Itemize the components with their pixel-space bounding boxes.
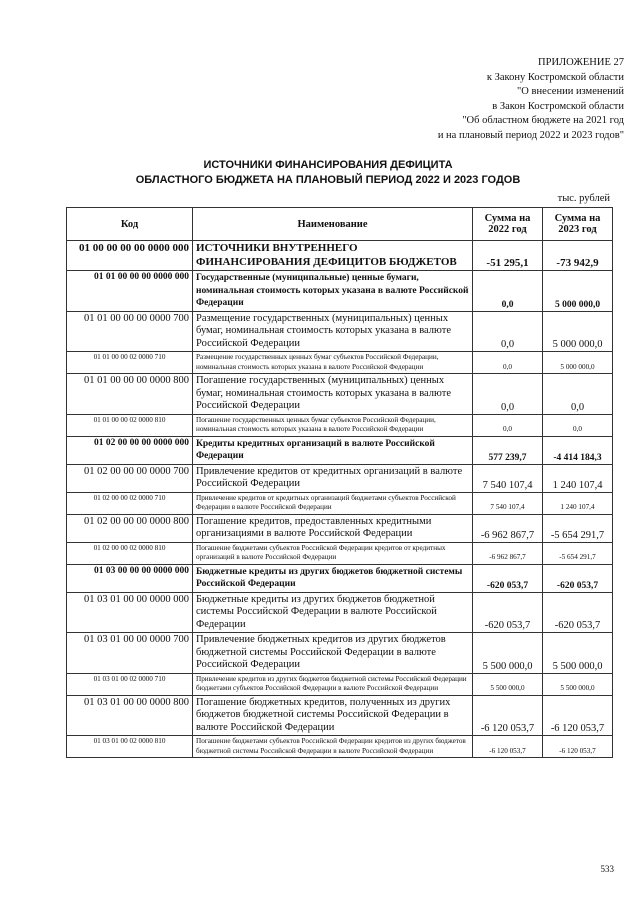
row-name: Погашение кредитов, предоставленных кредитными организациями в валюте Российской Федерации <box>193 514 473 542</box>
row-sum-2023: 5 000 000,0 <box>543 352 613 374</box>
row-code: 01 03 00 00 00 0000 000 <box>67 564 193 592</box>
row-sum-2022: -620 053,7 <box>473 564 543 592</box>
row-sum-2022: 0,0 <box>473 374 543 415</box>
row-code: 01 03 01 00 02 0000 810 <box>67 736 193 758</box>
row-code: 01 02 00 00 02 0000 710 <box>67 492 193 514</box>
row-code: 01 01 00 00 02 0000 810 <box>67 414 193 436</box>
row-sum-2022: 7 540 107,4 <box>473 464 543 492</box>
row-name: Погашение бюджетами субъектов Российской Федерации кредитов из других бюджетов бюджетной системы Российской Федерации в валюте Российской Федерации <box>193 736 473 758</box>
row-sum-2023: 5 500 000,0 <box>543 673 613 695</box>
row-sum-2022: -6 120 053,7 <box>473 736 543 758</box>
row-code: 01 02 00 00 00 0000 700 <box>67 464 193 492</box>
header-sum-2023: Сумма на 2023 год <box>543 208 613 241</box>
row-name: Размещение государственных (муниципальных) ценных бумаг, номинальная стоимость которых указана в валюте Российской Федерации <box>193 311 473 352</box>
table-row <box>67 492 613 514</box>
row-sum-2023: -620 053,7 <box>543 592 613 633</box>
row-name: Кредиты кредитных организаций в валюте Российской Федерации <box>193 436 473 464</box>
row-code: 01 01 00 00 00 0000 700 <box>67 311 193 352</box>
table-row <box>67 464 613 492</box>
row-name: Привлечение кредитов от кредитных организаций бюджетами субъектов Российской Федерации в валюте Российской Федерации <box>193 492 473 514</box>
row-sum-2023: 5 000 000,0 <box>543 271 613 312</box>
row-sum-2023: 5 000 000,0 <box>543 311 613 352</box>
table-row <box>67 352 613 374</box>
row-sum-2022: -620 053,7 <box>473 592 543 633</box>
row-sum-2023: -6 120 053,7 <box>543 695 613 736</box>
row-code: 01 01 00 00 00 0000 800 <box>67 374 193 415</box>
row-sum-2023: 1 240 107,4 <box>543 492 613 514</box>
row-code: 01 01 00 00 02 0000 710 <box>67 352 193 374</box>
row-code: 01 02 00 00 00 0000 000 <box>67 436 193 464</box>
table-row <box>67 414 613 436</box>
row-name: Погашение государственных ценных бумаг субъектов Российской Федерации, номинальная стоимость которых указана в валюте Российской Федерации <box>193 414 473 436</box>
appendix-line: и на плановый период 2022 и 2023 годов" <box>437 129 624 141</box>
table-row <box>67 514 613 542</box>
appendix-line: к Закону Костромской области <box>486 71 624 83</box>
page-number: 533 <box>600 864 614 874</box>
row-sum-2022: -6 120 053,7 <box>473 695 543 736</box>
row-code: 01 03 01 00 00 0000 700 <box>67 633 193 674</box>
row-sum-2022: 5 500 000,0 <box>473 633 543 674</box>
header-code: Код <box>67 208 193 241</box>
row-sum-2023: 0,0 <box>543 414 613 436</box>
title-line: ИСТОЧНИКИ ФИНАНСИРОВАНИЯ ДЕФИЦИТА <box>203 159 453 171</box>
row-name: Погашение бюджетных кредитов, полученных из других бюджетов бюджетной системы Российской Федерации в валюте Российской Федерации <box>193 695 473 736</box>
row-code: 01 03 01 00 00 0000 000 <box>67 592 193 633</box>
row-sum-2023: -6 120 053,7 <box>543 736 613 758</box>
row-sum-2023: 0,0 <box>543 374 613 415</box>
row-code: 01 02 00 00 00 0000 800 <box>67 514 193 542</box>
table-row <box>67 564 613 592</box>
row-name: Привлечение бюджетных кредитов из других бюджетов бюджетной системы Российской Федерации в валюте Российской Федерации <box>193 633 473 674</box>
row-sum-2023: 5 500 000,0 <box>543 633 613 674</box>
row-sum-2022: 0,0 <box>473 311 543 352</box>
row-sum-2022: 5 500 000,0 <box>473 673 543 695</box>
appendix-line: "Об областном бюджете на 2021 год <box>462 115 624 126</box>
table-row <box>67 311 613 352</box>
table-row <box>67 271 613 312</box>
row-name: Привлечение кредитов из других бюджетов бюджетной системы Российской Федерации бюджетами субъектов Российской Федерации в валюте Российской Федерации <box>193 673 473 695</box>
table-body <box>67 241 613 758</box>
row-sum-2023: 1 240 107,4 <box>543 464 613 492</box>
header-name: Наименование <box>193 208 473 241</box>
header-sum-2022: Сумма на 2022 год <box>473 208 543 241</box>
row-name: Погашение государственных (муниципальных) ценных бумаг, номинальная стоимость которых указана в валюте Российской Федерации <box>193 374 473 415</box>
row-code: 01 01 00 00 00 0000 000 <box>67 271 193 312</box>
row-name: Привлечение кредитов от кредитных организаций в валюте Российской Федерации <box>193 464 473 492</box>
row-sum-2022: -51 295,1 <box>473 241 543 271</box>
appendix-line: ПРИЛОЖЕНИЕ 27 <box>538 57 624 68</box>
appendix-line: "О внесении изменений <box>517 86 624 97</box>
table-row <box>67 542 613 564</box>
row-sum-2023: -73 942,9 <box>543 241 613 271</box>
row-code: 01 02 00 00 02 0000 810 <box>67 542 193 564</box>
title-line: ОБЛАСТНОГО БЮДЖЕТА НА ПЛАНОВЫЙ ПЕРИОД 2022 И 2023 ГОДОВ <box>135 174 521 186</box>
document-title <box>60 158 596 188</box>
table-row <box>67 736 613 758</box>
row-sum-2022: 0,0 <box>473 271 543 312</box>
table-row <box>67 633 613 674</box>
financing-sources-table <box>66 207 613 758</box>
row-name: Размещение государственных ценных бумаг субъектов Российской Федерации, номинальная стоимость которых указана в валюте Российской Федерации <box>193 352 473 374</box>
row-name: Бюджетные кредиты из других бюджетов бюджетной системы Российской Федерации <box>193 564 473 592</box>
row-name: Погашение бюджетами субъектов Российской Федерации кредитов от кредитных организаций в валюте Российской Федерации <box>193 542 473 564</box>
unit-label: тыс. рублей <box>557 193 610 204</box>
row-sum-2022: 0,0 <box>473 352 543 374</box>
row-name: Бюджетные кредиты из других бюджетов бюджетной системы Российской Федерации в валюте Российской Федерации <box>193 592 473 633</box>
appendix-line: в Закон Костромской области <box>492 100 624 112</box>
row-sum-2022: -6 962 867,7 <box>473 514 543 542</box>
row-sum-2022: 577 239,7 <box>473 436 543 464</box>
table-row <box>67 695 613 736</box>
row-sum-2023: -5 654 291,7 <box>543 514 613 542</box>
row-code: 01 03 01 00 00 0000 800 <box>67 695 193 736</box>
row-sum-2022: 7 540 107,4 <box>473 492 543 514</box>
row-sum-2022: -6 962 867,7 <box>473 542 543 564</box>
row-sum-2023: -5 654 291,7 <box>543 542 613 564</box>
row-sum-2023: -4 414 184,3 <box>543 436 613 464</box>
table-row <box>67 241 613 271</box>
row-name: Государственные (муниципальные) ценные бумаги, номинальная стоимость которых указана в валюте Российской Федерации <box>193 271 473 312</box>
table-row <box>67 673 613 695</box>
table-row <box>67 592 613 633</box>
table-row <box>67 374 613 415</box>
table-header-row <box>67 208 613 241</box>
row-sum-2022: 0,0 <box>473 414 543 436</box>
table-row <box>67 436 613 464</box>
row-code: 01 00 00 00 00 0000 000 <box>67 241 193 271</box>
row-code: 01 03 01 00 02 0000 710 <box>67 673 193 695</box>
row-sum-2023: -620 053,7 <box>543 564 613 592</box>
row-name: ИСТОЧНИКИ ВНУТРЕННЕГО ФИНАНСИРОВАНИЯ ДЕФИЦИТОВ БЮДЖЕТОВ <box>193 241 473 271</box>
appendix-header <box>438 56 624 143</box>
